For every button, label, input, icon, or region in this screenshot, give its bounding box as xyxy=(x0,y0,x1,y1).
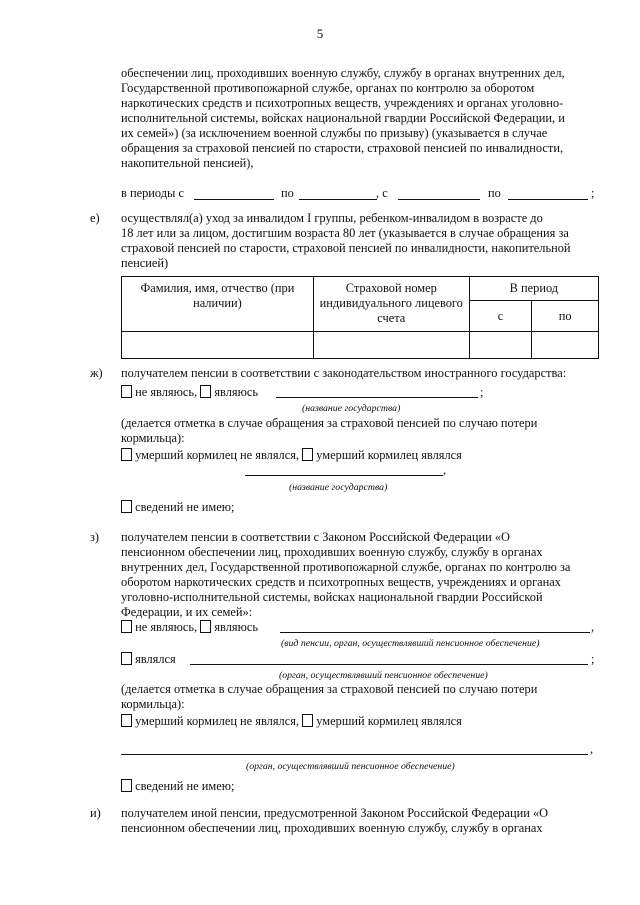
text-line: оборотом наркотических средств и психотропных веществ, учреждениях и органах xyxy=(121,575,561,589)
pension-org-end: ; xyxy=(591,652,595,666)
z-deceased-row xyxy=(121,714,462,729)
deceased-not-checkbox[interactable] xyxy=(121,448,132,461)
care-table xyxy=(121,276,599,359)
col-from-header: с xyxy=(469,301,532,332)
text-line: исполнительной системы, войсках национальной гвардии Российской Федерации, и xyxy=(121,111,565,125)
table-cell-from[interactable] xyxy=(469,332,532,359)
pension-kind-caption: (вид пенсии, орган, осуществлявший пенсионное обеспечение) xyxy=(281,638,540,649)
intro-paragraph xyxy=(121,66,599,171)
z-choice-row xyxy=(121,620,258,635)
section-letter-i: и) xyxy=(90,806,101,820)
periods-po-label: по xyxy=(281,186,294,200)
table-cell-name[interactable] xyxy=(122,332,314,359)
z-was-row xyxy=(121,652,176,667)
z-deceased-was-checkbox[interactable] xyxy=(302,714,313,727)
text-line: осуществлял(а) уход за инвалидом I группы, ребенком-инвалидом в возрасте до xyxy=(121,211,543,225)
section-letter-z: з) xyxy=(90,530,100,544)
not-am-checkbox[interactable] xyxy=(121,385,132,398)
text-line: (делается отметка в случае обращения за страховой пенсией по случаю потери xyxy=(121,416,538,430)
z-no-info-row xyxy=(121,779,234,794)
z-deceased-was-label: умерший кормилец являлся xyxy=(316,714,462,728)
zh-note xyxy=(121,416,599,446)
deceased-not-label: умерший кормилец не являлся, xyxy=(135,448,300,462)
section-z-text xyxy=(121,530,599,620)
country-caption: (название государства) xyxy=(302,403,401,414)
text-line: Государственной противопожарной службе, органах по контролю за оборотом xyxy=(121,81,535,95)
section-zh-line1: получателем пенсии в соответствии с законодательством иностранного государства: xyxy=(121,366,567,380)
text-line: накопительной пенсией), xyxy=(121,156,254,170)
zh-no-info-row xyxy=(121,500,234,515)
z-not-am-label: не являюсь, xyxy=(135,620,198,634)
deceased-was-label: умерший кормилец являлся xyxy=(316,448,462,462)
period-from-field[interactable] xyxy=(194,199,274,200)
table-cell-snils[interactable] xyxy=(313,332,469,359)
z-am-checkbox[interactable] xyxy=(200,620,211,633)
section-letter-zh: ж) xyxy=(90,366,103,380)
pension-kind-field[interactable] xyxy=(280,632,590,633)
text-line: пенсионном обеспечении лиц, проходивших военную службу, службу в органах xyxy=(121,545,543,559)
zh-choice-row xyxy=(121,385,258,400)
text-line: внутренних дел, Государственной противопожарной службе, органах по контролю за xyxy=(121,560,571,574)
periods-po-label-2: по xyxy=(488,186,501,200)
period-to-field-2[interactable] xyxy=(508,199,588,200)
text-line: страховой пенсией по старости, страховой пенсией по инвалидности, накопительной xyxy=(121,241,571,255)
z-not-am-checkbox[interactable] xyxy=(121,620,132,633)
col-period-header: В период xyxy=(469,277,598,301)
no-info-label: сведений не имею; xyxy=(135,500,235,514)
z-no-info-label: сведений не имею; xyxy=(135,779,235,793)
text-line: обеспечении лиц, проходивших военную службу, службу в органах внутренних дел, xyxy=(121,66,565,80)
z-note xyxy=(121,682,599,712)
z-was-checkbox[interactable] xyxy=(121,652,132,665)
text-line: кормильца): xyxy=(121,431,185,445)
text-line: получателем пенсии в соответствии с Законом Российской Федерации «О xyxy=(121,530,511,544)
pension-org-caption: (орган, осуществлявший пенсионное обеспечение) xyxy=(279,670,488,681)
text-line: (делается отметка в случае обращения за страховой пенсией по случаю потери xyxy=(121,682,538,696)
z-no-info-checkbox[interactable] xyxy=(121,779,132,792)
col-snils-header: Страховой номер индивидуального лицевого счета xyxy=(313,277,469,332)
deceased-org-caption: (орган, осуществлявший пенсионное обеспечение) xyxy=(246,761,455,772)
text-line: их семей») (за исключением военной службы по призыву) (указывается в случае xyxy=(121,126,548,140)
no-info-checkbox[interactable] xyxy=(121,500,132,513)
not-am-label: не являюсь, xyxy=(135,385,198,399)
text-line: наркотических средств и психотропных веществ, учреждениях и органах уголовно- xyxy=(121,96,564,110)
deceased-country-caption: (название государства) xyxy=(289,482,388,493)
periods-label: в периоды с xyxy=(121,186,184,200)
text-line: уголовно-исполнительной системы, войсках национальной гвардии Российской xyxy=(121,590,543,604)
section-e-text xyxy=(121,211,599,271)
page-number: 5 xyxy=(316,26,324,41)
text-line: 18 лет или за лицом, достигшим возраста 80 лет (указывается в случае обращения за xyxy=(121,226,569,240)
deceased-was-checkbox[interactable] xyxy=(302,448,313,461)
text-line: кормильца): xyxy=(121,697,185,711)
zh-deceased-row xyxy=(121,448,462,463)
country-end: ; xyxy=(480,385,484,399)
text-line: обращения за страховой пенсией по старости, страховой пенсией по инвалидности, xyxy=(121,141,564,155)
country-field[interactable] xyxy=(276,397,478,398)
z-deceased-not-label: умерший кормилец не являлся, xyxy=(135,714,300,728)
section-i-text xyxy=(121,806,599,836)
table-cell-to[interactable] xyxy=(532,332,599,359)
text-line: пенсионном обеспечении лиц, проходивших военную службу, службу в органах xyxy=(121,821,543,835)
z-deceased-not-checkbox[interactable] xyxy=(121,714,132,727)
period-from-field-2[interactable] xyxy=(398,199,480,200)
am-label: являюсь xyxy=(214,385,259,399)
z-am-label: являюсь xyxy=(214,620,259,634)
deceased-country-field[interactable] xyxy=(245,475,443,476)
text-line: пенсией) xyxy=(121,256,169,270)
deceased-org-field[interactable] xyxy=(121,754,588,755)
col-name-header: Фамилия, имя, отчество (при наличии) xyxy=(122,277,314,332)
text-line: Федерации, и их семей»: xyxy=(121,605,253,619)
section-letter-e: е) xyxy=(90,211,100,225)
col-to-header: по xyxy=(532,301,599,332)
pension-kind-comma: , xyxy=(591,620,595,634)
text-line: получателем иной пенсии, предусмотренной Законом Российской Федерации «О xyxy=(121,806,549,820)
pension-org-field[interactable] xyxy=(190,664,588,665)
deceased-org-comma: , xyxy=(590,742,594,756)
periods-end: ; xyxy=(591,186,595,200)
periods-s-label: , с xyxy=(376,186,388,200)
deceased-country-comma: , xyxy=(443,463,447,477)
am-checkbox[interactable] xyxy=(200,385,211,398)
z-was-label: являлся xyxy=(135,652,176,666)
period-to-field[interactable] xyxy=(299,199,377,200)
